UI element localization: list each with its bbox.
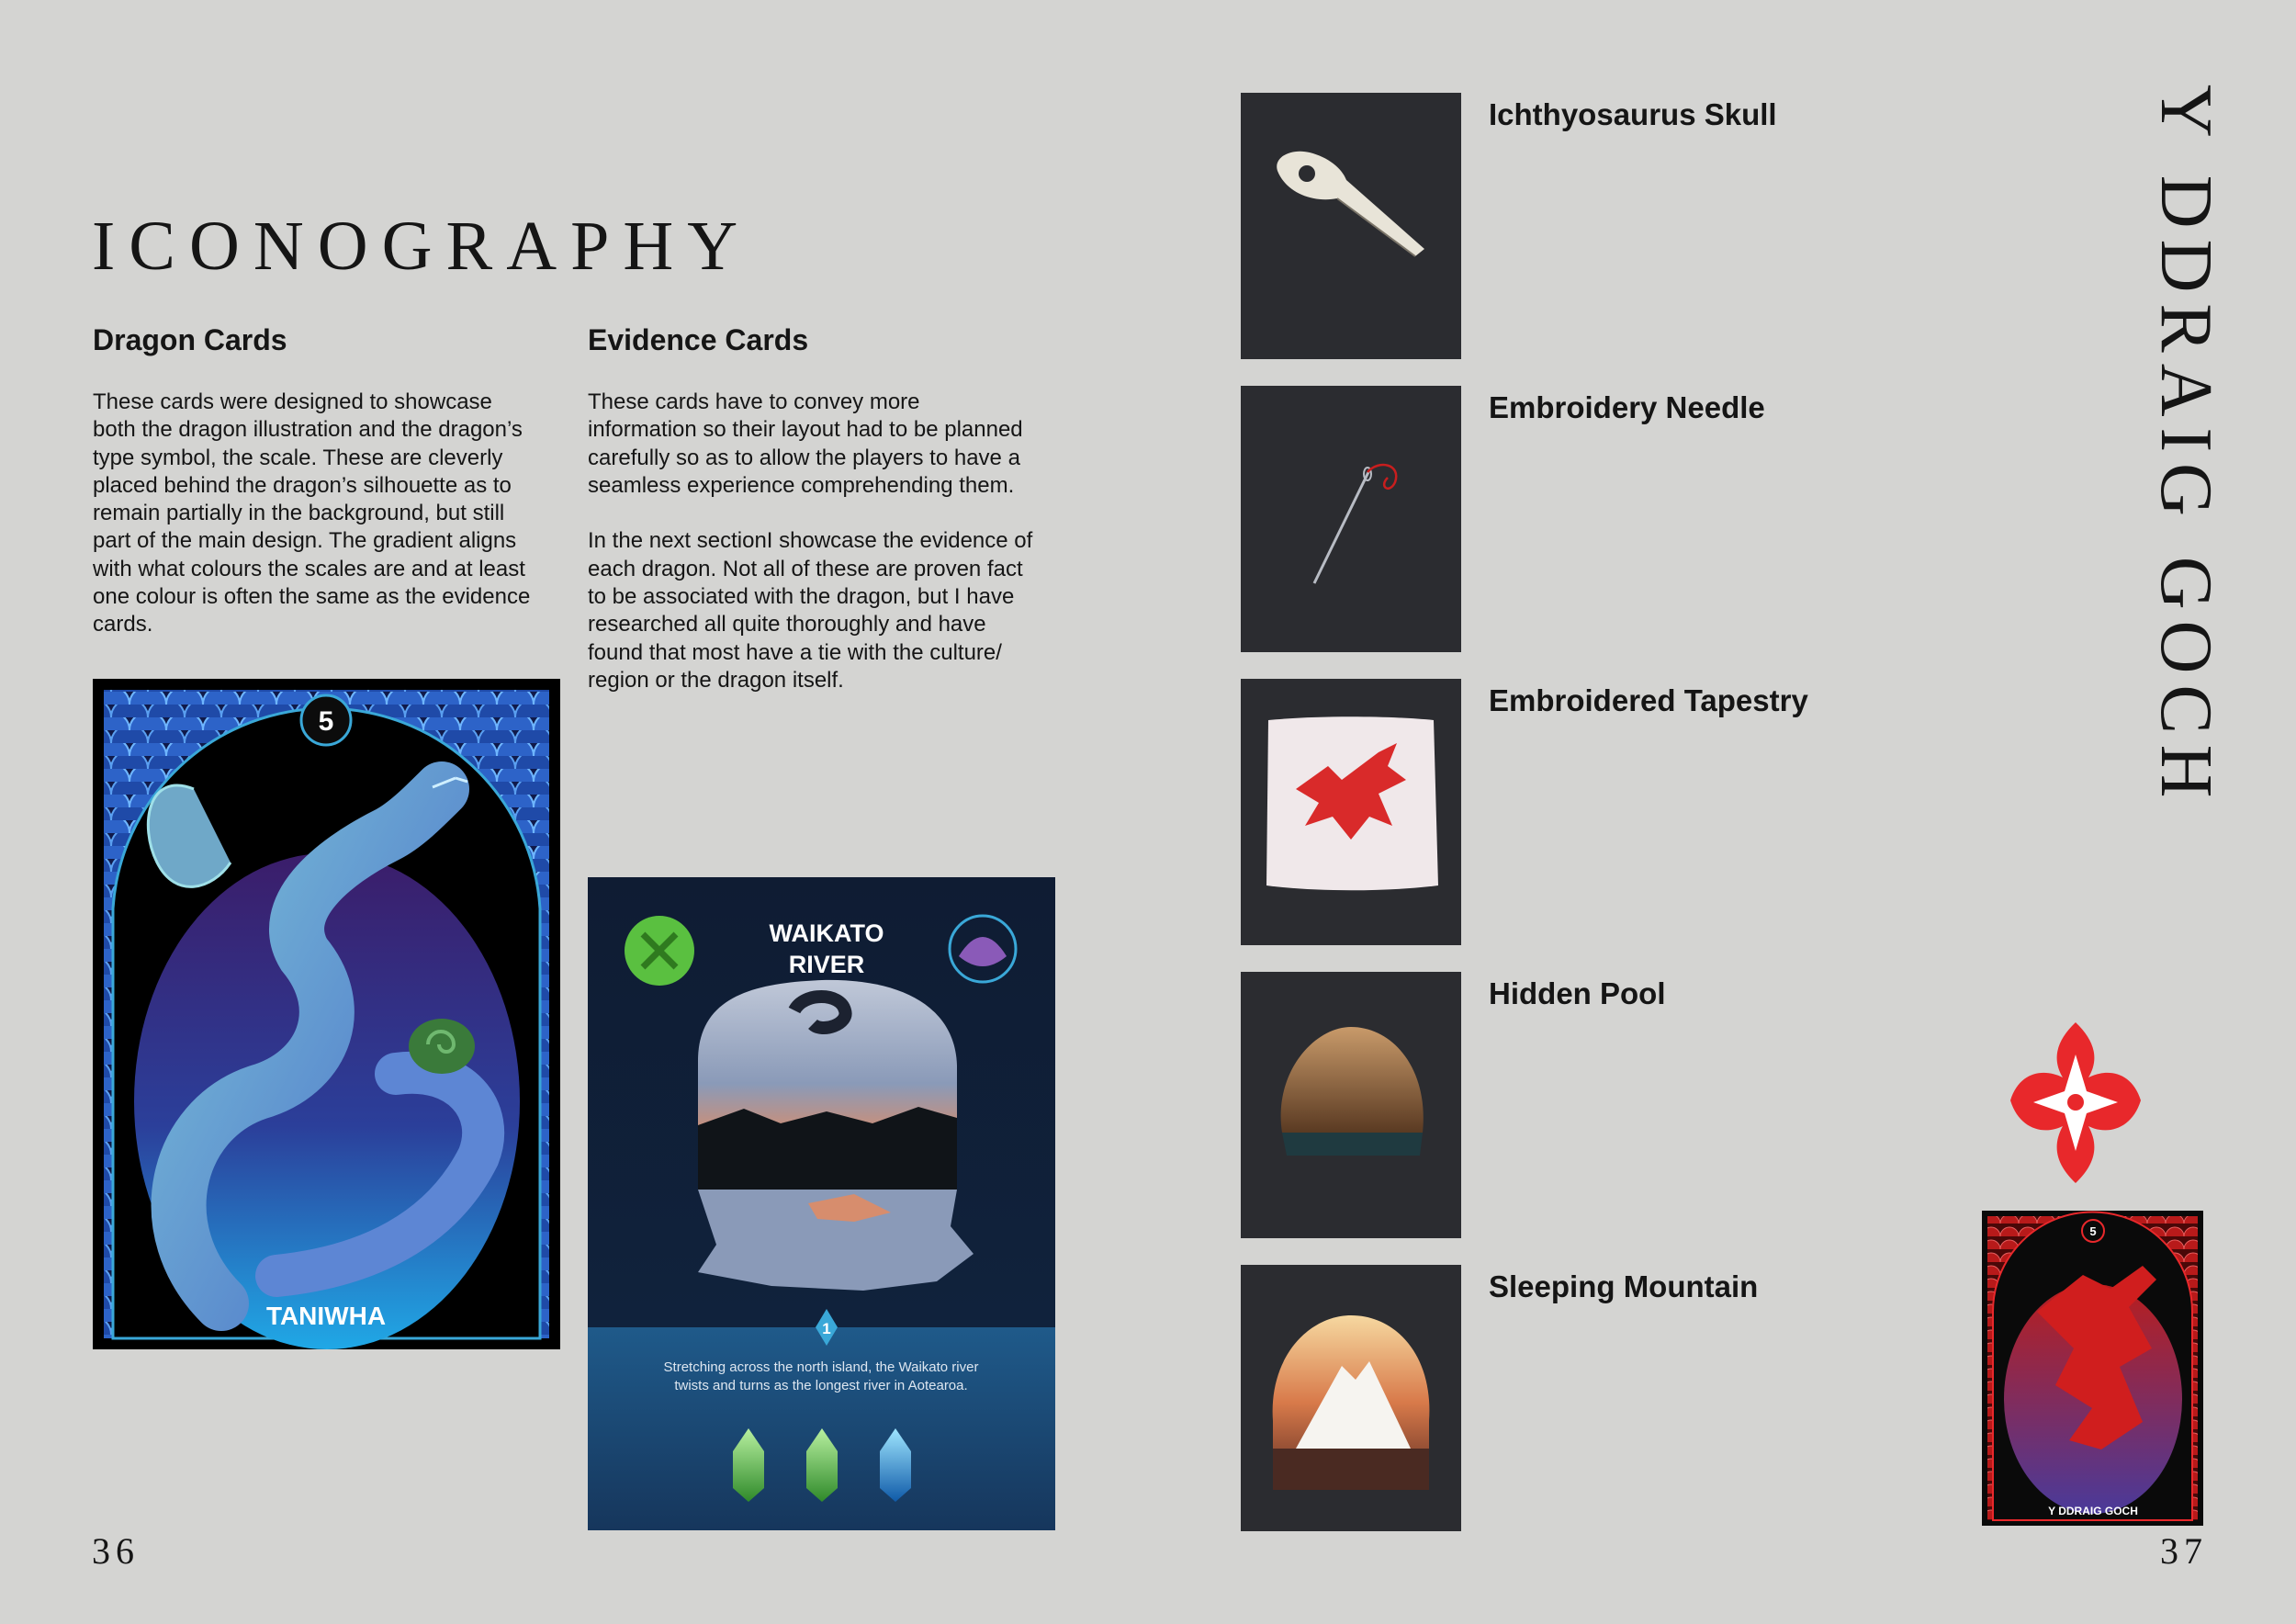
emblem-icon [2008, 1018, 2144, 1188]
waikato-card-title-2: RIVER [788, 951, 865, 978]
waikato-card-number: 1 [822, 1320, 831, 1337]
dragon-cards-body: These cards were designed to showcase both the dragon illustration and the dragon’s type symbol, the scale. These are cleverly placed behind the dragon’s silhouette as to remain partially in the background, but still part of the main design. The gradient aligns with what colours the scales are and at least one colour is often the same as the evidence cards. [93, 389, 531, 637]
evidence-cards-body: These cards have to convey more information so their layout had to be planned carefully so as to allow the players to have a seamless experience comprehending them. In the next sectionI showcase the evidence of each dragon. Not all of these are proven fact to be associated with the dragon, but I have researched all quite thoroughly and have found that most have a tie with the culture/ region or the dragon itself. [588, 389, 1033, 693]
evidence-label-mountain: Sleeping Mountain [1489, 1269, 1759, 1303]
page-number-left: 36 [92, 1530, 140, 1572]
ddraig-card-name: Y DDRAIG GOCH [2048, 1505, 2138, 1517]
evidence-label-pool: Hidden Pool [1489, 976, 1666, 1010]
taniwha-card [93, 679, 560, 1349]
waikato-card-desc-2: twists and turns as the longest river in Aotearoa. [674, 1378, 968, 1393]
taniwha-card-name: TANIWHA [265, 1302, 387, 1330]
waikato-river-card [588, 877, 1055, 1530]
evidence-tile-tapestry [1241, 679, 1461, 945]
page-number-right: 37 [2160, 1530, 2208, 1572]
vertical-title: Y DDRAIG GOCH [2145, 85, 2226, 809]
evidence-cards-heading: Evidence Cards [588, 323, 809, 356]
waikato-card-desc-1: Stretching across the north island, the Waikato river [663, 1359, 979, 1375]
evidence-label-tapestry: Embroidered Tapestry [1489, 683, 1808, 717]
waikato-card-title-1: WAIKATO [769, 919, 884, 947]
taniwha-card-number: 5 [318, 706, 334, 737]
evidence-tile-needle [1241, 386, 1461, 652]
ddraig-card-number: 5 [2089, 1224, 2097, 1238]
evidence-tile-skull [1241, 93, 1461, 359]
mountain-icon [1241, 1265, 1461, 1531]
tapestry-icon [1241, 679, 1461, 945]
needle-icon [1241, 386, 1461, 652]
ddraig-goch-card [1982, 1211, 2203, 1526]
evidence-label-skull: Ichthyosaurus Skull [1489, 97, 1777, 131]
pool-icon [1241, 972, 1461, 1238]
page-title: ICONOGRAPHY [92, 208, 752, 285]
evidence-tile-pool [1241, 972, 1461, 1238]
evidence-tile-mountain [1241, 1265, 1461, 1531]
dragon-cards-heading: Dragon Cards [93, 323, 287, 356]
evidence-label-needle: Embroidery Needle [1489, 390, 1765, 424]
skull-icon [1241, 93, 1461, 359]
